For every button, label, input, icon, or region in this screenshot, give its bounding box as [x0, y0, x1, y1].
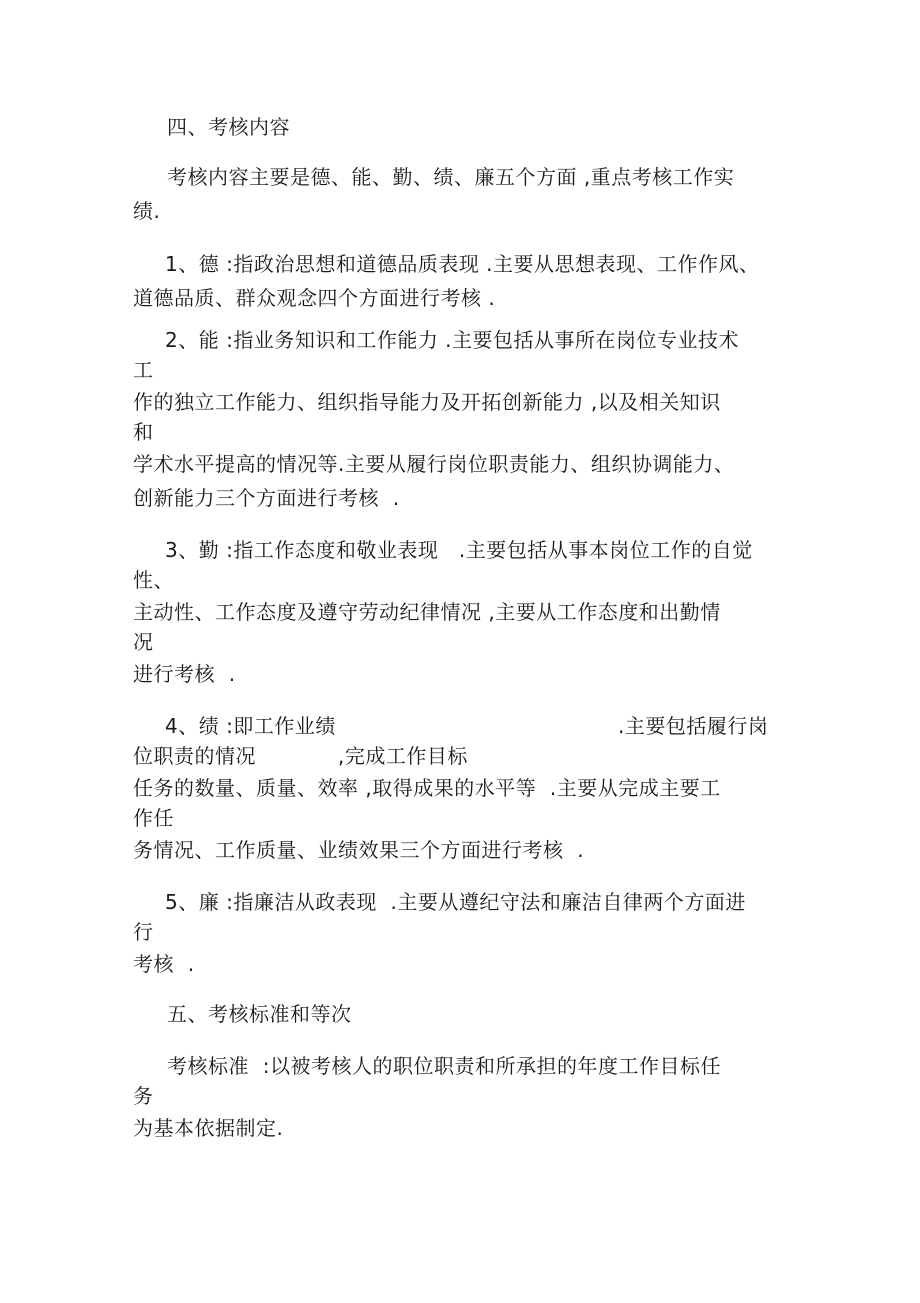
section-4-heading: 四、考核内容 — [167, 115, 290, 139]
qin-text-line: 性、 — [133, 568, 174, 592]
neng-text-line: 和 — [133, 420, 154, 444]
intro-text-line: 考核内容主要是德、能、勤、绩、廉五个方面 ,重点考核工作实 — [167, 165, 735, 189]
ji-text-line: 作任 — [133, 806, 174, 830]
intro-text-line: 绩. — [133, 199, 161, 223]
qin-text-line: 3、勤 :指工作态度和敬业表现 .主要包括从事本岗位工作的自觉 — [165, 538, 753, 562]
ji-text-line: 4、绩 :即工作业绩 — [165, 714, 336, 738]
neng-text-line: 2、能 :指业务知识和工作能力 .主要包括从事所在岗位专业技术 — [165, 328, 740, 352]
lian-text-line: 考核 . — [133, 952, 195, 976]
qin-text-line: 进行考核 . — [133, 662, 236, 686]
standard-text-line: 务 — [133, 1084, 154, 1108]
ji-text-line: 位职责的情况 — [133, 744, 256, 768]
de-text-line: 道德品质、群众观念四个方面进行考核 . — [133, 286, 496, 310]
neng-text-line: 创新能力三个方面进行考核 . — [133, 486, 400, 510]
ji-text-line: 务情况、工作质量、业绩效果三个方面进行考核 . — [133, 838, 585, 862]
neng-text-line: 作的独立工作能力、组织指导能力及开拓创新能力 ,以及相关知识 — [133, 390, 721, 414]
lian-text-line: 5、廉 :指廉洁从政表现 .主要从遵纪守法和廉洁自律两个方面进 — [165, 890, 746, 914]
ji-text-line: .主要包括履行岗 — [618, 714, 769, 738]
neng-text-line: 学术水平提高的情况等.主要从履行岗位职责能力、组织协调能力、 — [133, 452, 735, 476]
neng-text-line: 工 — [133, 358, 154, 382]
de-text-line: 1、德 :指政治思想和道德品质表现 .主要从思想表现、工作作风、 — [165, 252, 760, 276]
ji-text-line: 任务的数量、质量、效率 ,取得成果的水平等 .主要从完成主要工 — [133, 776, 721, 800]
ji-text-line: ,完成工作目标 — [338, 744, 468, 768]
qin-text-line: 主动性、工作态度及遵守劳动纪律情况 ,主要从工作态度和出勤情 — [133, 600, 721, 624]
qin-text-line: 况 — [133, 630, 154, 654]
standard-text-line: 考核标准 :以被考核人的职位职责和所承担的年度工作目标任 — [167, 1054, 721, 1078]
lian-text-line: 行 — [133, 920, 154, 944]
section-5-heading: 五、考核标准和等次 — [167, 1002, 352, 1026]
standard-text-line: 为基本依据制定. — [133, 1116, 284, 1140]
